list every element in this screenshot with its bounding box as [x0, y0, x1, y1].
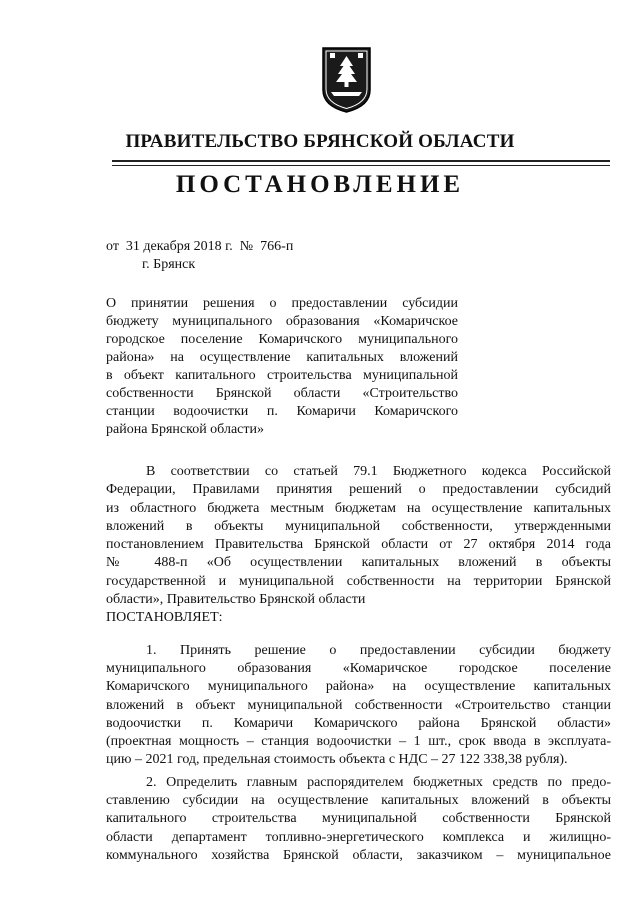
body-line: (проектная мощность – станция водоочистки – 1 шт., срок ввода в эксплуата- — [106, 734, 611, 750]
body-line: государственной и муниципальной собственности на территории Брянской — [106, 573, 611, 589]
body-line: области», Правительство Брянской области — [106, 592, 366, 608]
body-line: муниципального образования «Комаричское городское поселение — [106, 660, 611, 676]
header-divider-thin — [112, 165, 610, 166]
document-type-title: ПОСТАНОВЛЕНИЕ — [175, 171, 465, 198]
subject-line: в объект капитального строительства муниципальной — [106, 368, 458, 383]
body-line: области департамент топливно-энергетического комплекса и жилищно- — [106, 829, 611, 845]
body-line: 2. Определить главным распорядителем бюджетных средств по предо- — [146, 774, 611, 790]
body-line: Комаричского муниципального района» на осуществление капитальных — [106, 679, 611, 695]
subject-line: станции водоочистки п. Комаричи Комаричского — [106, 404, 458, 419]
body-line: вложений в объект муниципальной собственности «Строительство станции — [106, 697, 611, 713]
body-line: 1. Принять решение о предоставлении субсидии бюджету — [146, 642, 611, 658]
body-line: капитального строительства муниципальной собственности Брянской — [106, 811, 611, 827]
subject-line: собственности Брянской области «Строительство — [106, 386, 458, 401]
subject-line: бюджету муниципального образования «Комаричское — [106, 314, 458, 329]
body-line: В соответствии со статьей 79.1 Бюджетного кодекса Российской — [146, 464, 611, 479]
body-line: ставлению субсидии на осуществление капитальных вложений в объекты — [106, 793, 611, 809]
organization-name: ПРАВИТЕЛЬСТВО БРЯНСКОЙ ОБЛАСТИ — [125, 131, 515, 152]
header-divider-thick — [112, 160, 610, 162]
body-line: Федерации, Правилами принятия решений о предоставлении субсидий — [106, 482, 611, 498]
body-line: постановлением Правительства Брянской области от 27 октября 2014 года — [106, 537, 611, 553]
subject-line: района Брянской области» — [106, 422, 264, 437]
body-line: из областного бюджета местным бюджетам на осуществление капитальных — [106, 500, 611, 516]
coat-of-arms-emblem — [321, 46, 372, 114]
resolution-heading: ПОСТАНОВЛЯЕТ: — [106, 610, 223, 626]
date-and-number: от 31 декабря 2018 г. № 766-п — [106, 239, 294, 254]
body-line: вложений в объекты муниципальной собственности, утвержденными — [106, 518, 611, 534]
body-line: коммунального хозяйства Брянской области, заказчиком – муниципальное — [106, 847, 611, 863]
subject-line: городское поселение Комаричского муниципального — [106, 332, 458, 347]
document-body — [106, 463, 611, 865]
city: г. Брянск — [142, 257, 196, 272]
body-line: № 488-п «Об осуществлении капитальных вложений в объекты — [106, 555, 611, 571]
subject-line: района» на осуществление капитальных вложений — [106, 350, 458, 365]
body-line: цию – 2021 год, предельная стоимость объекта с НДС – 27 122 338,38 рубля). — [106, 752, 568, 768]
body-line: водоочистки п. Комаричи Комаричского района Брянской области» — [106, 715, 611, 731]
subject-line: О принятии решения о предоставлении субсидии — [106, 296, 458, 311]
document-subject — [106, 295, 458, 439]
